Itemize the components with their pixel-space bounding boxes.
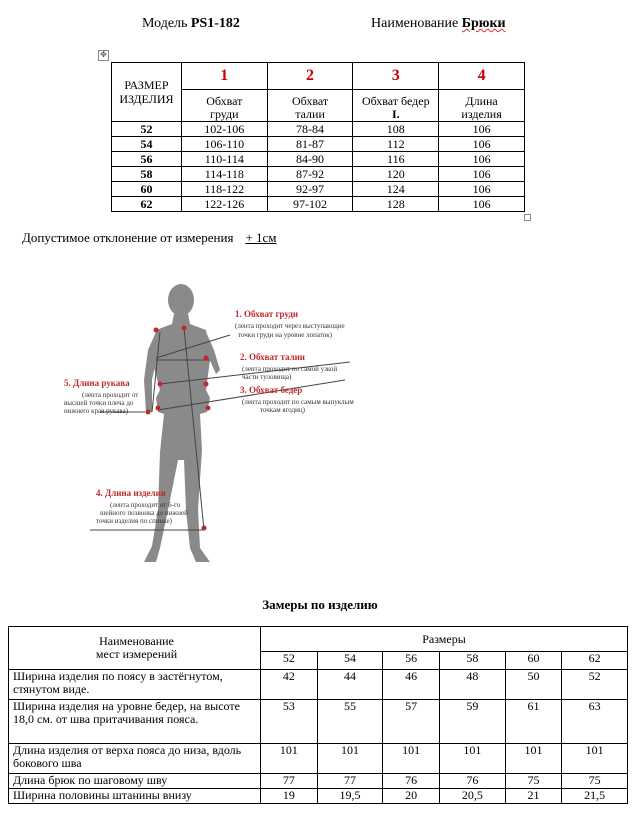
table-row	[9, 700, 628, 744]
measure-value: 101	[562, 744, 628, 774]
measure-name: Длина изделия от верха пояса до низа, вдоль бокового шва	[9, 744, 261, 774]
ann5-desc: (лента проходит от	[82, 391, 139, 399]
table-cell: 106	[439, 152, 525, 167]
col-number: 4	[439, 63, 525, 90]
corner-label-2: ИЗДЕЛИЯ	[119, 92, 174, 106]
table-cell: 92-97	[267, 182, 353, 197]
measure-value: 50	[505, 670, 562, 700]
measure-value: 21,5	[562, 789, 628, 804]
name-value: Брюки	[461, 16, 506, 31]
size-corner-header	[112, 63, 182, 122]
measure-value: 101	[261, 744, 318, 774]
measure-name: Ширина половины штанины внизу	[9, 789, 261, 804]
model-label: Модель	[142, 16, 188, 31]
ann1-desc: (лента проходит через выступающие	[235, 322, 345, 330]
measure-value: 21	[505, 789, 562, 804]
measure-value: 77	[317, 774, 383, 789]
model-line	[142, 16, 240, 32]
measure-table-title: Замеры по изделию	[262, 597, 378, 612]
size-cell: 54	[112, 137, 182, 152]
col-label-line: груди	[210, 107, 239, 121]
col-label	[267, 90, 353, 122]
table-cell: 128	[353, 197, 439, 212]
measure-value: 19	[261, 789, 318, 804]
model-value: PS1-182	[190, 16, 240, 31]
tolerance-text: Допустимое отклонение от измерения	[22, 230, 234, 245]
col-label-line: Обхват	[206, 94, 243, 108]
col-number: 1	[181, 63, 267, 90]
table-cell: 116	[353, 152, 439, 167]
size-header: 56	[383, 652, 440, 670]
measure-value: 19,5	[317, 789, 383, 804]
ann3-desc: (лента проходит по самым выпуклым	[242, 398, 354, 406]
table-row	[9, 789, 628, 804]
col-label	[353, 90, 439, 122]
table-row	[112, 182, 525, 197]
ann5-desc: высшей точки плеча до	[64, 399, 134, 407]
measure-value: 42	[261, 670, 318, 700]
measure-value: 20	[383, 789, 440, 804]
table-row	[112, 137, 525, 152]
ann2-desc: части туловища)	[242, 373, 292, 381]
table-cell: 87-92	[267, 167, 353, 182]
measure-value: 55	[317, 700, 383, 744]
table-row	[112, 197, 525, 212]
size-header: 62	[562, 652, 628, 670]
body-measurement-figure	[60, 280, 380, 570]
size-cell: 62	[112, 197, 182, 212]
measure-value: 77	[261, 774, 318, 789]
table-cell: 84-90	[267, 152, 353, 167]
table-cell: 102-106	[181, 122, 267, 137]
col-label-line: изделия	[461, 107, 502, 121]
measure-value: 48	[440, 670, 506, 700]
table-cell: 78-84	[267, 122, 353, 137]
measure-name: Ширина изделия на уровне бедер, на высоте 18,0 см. от шва притачивания пояса.	[9, 700, 261, 744]
table-cell: 110-114	[181, 152, 267, 167]
ann5-title: 5. Длина рукава	[64, 378, 130, 388]
ann4-desc: шейного позвонка до нижней	[100, 509, 188, 517]
table-resize-handle[interactable]	[524, 214, 531, 221]
measure-value: 75	[505, 774, 562, 789]
name-line	[371, 16, 506, 32]
col-label	[439, 90, 525, 122]
table-row	[9, 670, 628, 700]
table-row	[9, 774, 628, 789]
measure-value: 76	[440, 774, 506, 789]
table-cell: 112	[353, 137, 439, 152]
table-cell: 120	[353, 167, 439, 182]
ann4-title: 4. Длина изделия	[96, 488, 166, 498]
measure-value: 53	[261, 700, 318, 744]
ann4-desc: точки изделия по спинке)	[96, 517, 172, 525]
table-cell: 106	[439, 167, 525, 182]
ann1-title: 1. Обхват груди	[235, 309, 299, 319]
measure-value: 61	[505, 700, 562, 744]
measure-value: 101	[505, 744, 562, 774]
table-cell: 118-122	[181, 182, 267, 197]
col-label	[181, 90, 267, 122]
ann2-desc: (лента проходит по самой узкой	[242, 365, 338, 373]
col-number: 2	[267, 63, 353, 90]
measure-value: 59	[440, 700, 506, 744]
size-header: 60	[505, 652, 562, 670]
measure-value: 76	[383, 774, 440, 789]
tolerance-line	[22, 230, 277, 246]
size-cell: 60	[112, 182, 182, 197]
table-row	[112, 122, 525, 137]
size-cell: 52	[112, 122, 182, 137]
table-cell: 106-110	[181, 137, 267, 152]
name-header-line: Наименование	[99, 634, 174, 648]
table-cell: 122-126	[181, 197, 267, 212]
table-row	[9, 744, 628, 774]
size-header: 52	[261, 652, 318, 670]
table-cell: 108	[353, 122, 439, 137]
table-cell: 81-87	[267, 137, 353, 152]
measure-value: 101	[317, 744, 383, 774]
col-label-line: I.	[391, 107, 400, 121]
table-move-handle-icon[interactable]: ✥	[98, 50, 109, 61]
ann5-desc: нижнего края рукава)	[64, 407, 129, 415]
col-number: 3	[353, 63, 439, 90]
tolerance-value: + 1см	[245, 230, 277, 245]
table-cell: 106	[439, 197, 525, 212]
table-cell: 124	[353, 182, 439, 197]
size-cell: 58	[112, 167, 182, 182]
ann3-title: 3. Обхват бедер	[240, 385, 303, 395]
table-cell: 106	[439, 122, 525, 137]
col-label-line: Обхват бедер	[361, 94, 430, 108]
name-label: Наименование	[371, 16, 459, 31]
measure-value: 101	[383, 744, 440, 774]
size-header: 58	[440, 652, 506, 670]
measure-value: 75	[562, 774, 628, 789]
corner-label-1: РАЗМЕР	[124, 78, 169, 92]
measure-value: 46	[383, 670, 440, 700]
table-cell: 97-102	[267, 197, 353, 212]
table-cell: 106	[439, 137, 525, 152]
ann4-desc: (лента проходит от 6-го	[110, 501, 181, 509]
size-table	[111, 62, 525, 212]
measure-value: 63	[562, 700, 628, 744]
sizes-header: Размеры	[261, 627, 628, 652]
table-row	[112, 152, 525, 167]
measure-value: 20,5	[440, 789, 506, 804]
size-cell: 56	[112, 152, 182, 167]
measure-value: 57	[383, 700, 440, 744]
name-header	[9, 627, 261, 670]
ann1-desc: точки груди на уровне лопаток)	[238, 331, 332, 339]
table-row	[112, 167, 525, 182]
measure-name: Длина брюк по шаговому шву	[9, 774, 261, 789]
col-label-line: талии	[295, 107, 325, 121]
measurement-lines	[90, 328, 350, 530]
measure-table	[8, 626, 628, 804]
measure-value: 44	[317, 670, 383, 700]
table-cell: 114-118	[181, 167, 267, 182]
measure-value: 101	[440, 744, 506, 774]
col-label-line: Длина	[465, 94, 498, 108]
name-header-line: мест измерений	[95, 647, 178, 661]
size-header: 54	[317, 652, 383, 670]
col-label-line: Обхват	[292, 94, 329, 108]
ann2-title: 2. Обхват талии	[240, 352, 305, 362]
table-cell: 106	[439, 182, 525, 197]
measure-value: 52	[562, 670, 628, 700]
measure-name: Ширина изделия по поясу в застёгнутом, стянутом виде.	[9, 670, 261, 700]
ann3-desc: точкам ягодиц)	[260, 406, 305, 414]
